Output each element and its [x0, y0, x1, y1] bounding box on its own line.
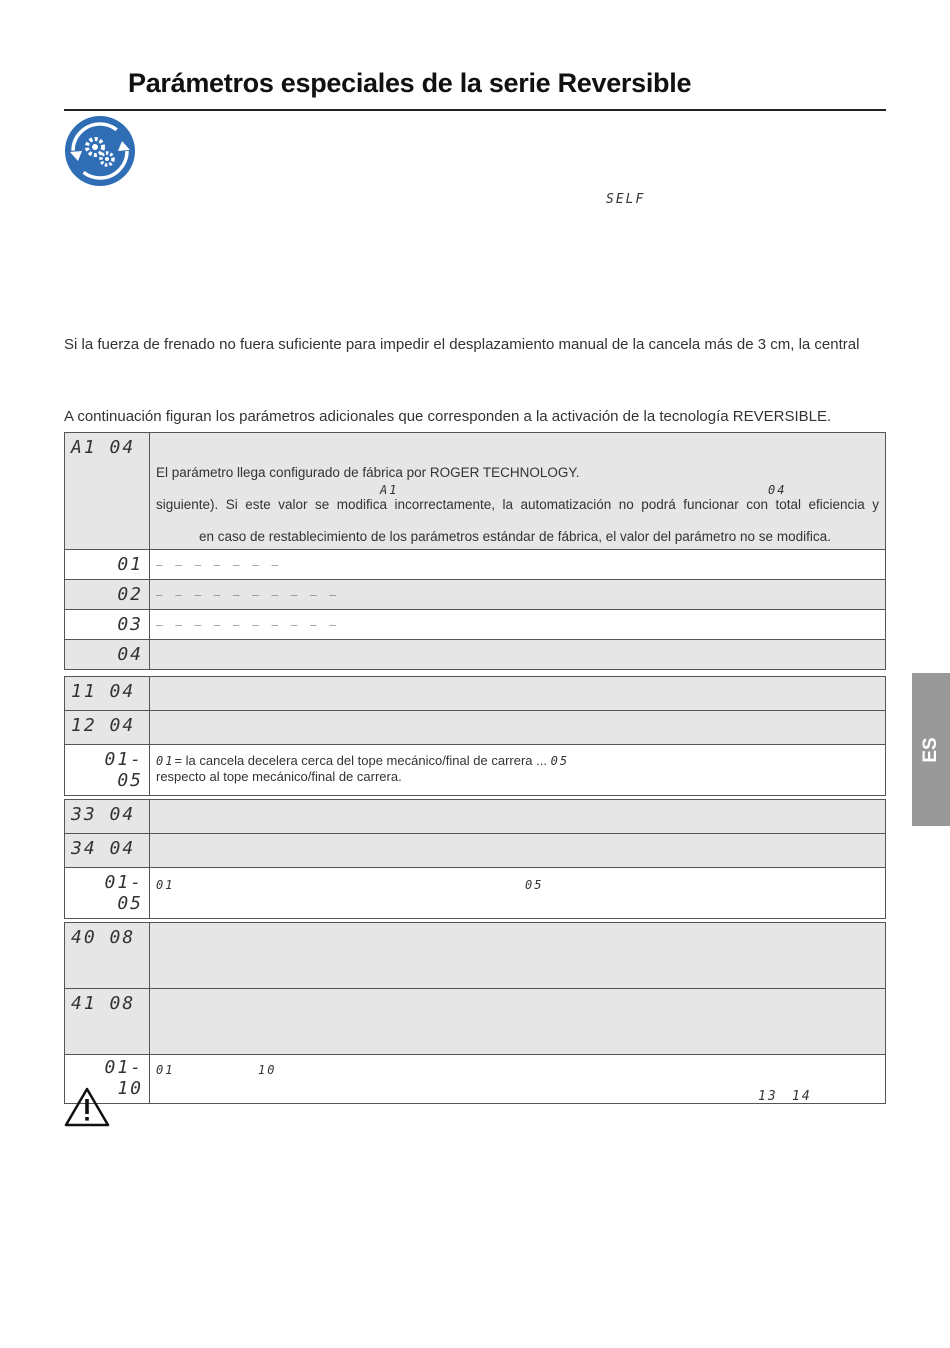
value-code: 01 — [117, 554, 143, 575]
title-divider — [64, 109, 886, 111]
value-placeholder: _ _ _ _ _ _ _ _ _ _ — [156, 613, 339, 626]
param-desc-cell — [150, 433, 886, 550]
page-title: Parámetros especiales de la serie Reversible — [128, 68, 692, 98]
range-val-start: 01 — [156, 1063, 175, 1077]
table-row — [65, 677, 886, 711]
desc-line-3: en caso de restablecimiento de los parámetros estándar de fábrica, el valor del parámetro no se modifica. — [199, 529, 831, 544]
table-row — [65, 580, 886, 610]
range-desc-line-2: respecto al tope mecánico/final de carrera. — [156, 769, 402, 785]
param-table-40 — [64, 922, 886, 1104]
desc-code-a: A1 — [380, 483, 399, 497]
param-code-33: 33 04 — [71, 804, 136, 825]
desc-code-b: 04 — [768, 483, 787, 497]
table-row — [65, 923, 886, 989]
warning-code-b: 14 — [792, 1089, 812, 1104]
param-code-12: 12 04 — [71, 715, 136, 736]
param-code-41: 41 08 — [71, 993, 136, 1014]
gears-refresh-icon — [64, 115, 136, 187]
param-code-a1: A1 04 — [71, 437, 136, 458]
table-row — [65, 550, 886, 580]
value-placeholder: _ _ _ _ _ _ _ _ _ _ — [156, 583, 339, 596]
desc-line-2: siguiente). Si este valor se modifica incorrectamente, la automatización no podrá funcionar con total eficiencia y — [156, 497, 879, 512]
value-placeholder — [150, 643, 156, 656]
param-desc — [150, 433, 885, 549]
param-table-33 — [64, 799, 886, 919]
param-code-34: 34 04 — [71, 838, 136, 859]
param-table-a1 — [64, 432, 886, 670]
value-placeholder: _ _ _ _ _ _ _ — [156, 553, 282, 566]
self-code: SELF — [606, 192, 646, 207]
range-desc — [150, 745, 885, 790]
table-row — [65, 800, 886, 834]
param-code-40: 40 08 — [71, 927, 136, 948]
range-code-end: 05 — [550, 754, 570, 768]
language-tab-label: ES — [920, 736, 941, 763]
paragraph-intro: A continuación figuran los parámetros adicionales que corresponden a la activación de la tecnología REVERSIBLE. — [64, 408, 832, 425]
range-val-end: 05 — [525, 878, 544, 892]
warning-triangle-icon — [64, 1087, 110, 1127]
table-row — [65, 640, 886, 670]
table-row — [65, 711, 886, 745]
range-code: 01- 05 — [104, 749, 143, 791]
range-code: 01- 10 — [104, 1057, 143, 1099]
table-row — [65, 834, 886, 868]
table-row — [65, 610, 886, 640]
range-code: 01- 05 — [104, 872, 143, 914]
param-code-11: 11 04 — [71, 681, 136, 702]
range-code-start: 01 — [156, 754, 175, 768]
warning-code-a: 13 — [758, 1089, 778, 1104]
range-val-end: 10 — [258, 1063, 277, 1077]
value-code: 04 — [117, 644, 143, 665]
param-table-11 — [64, 676, 886, 796]
table-row — [65, 745, 886, 796]
desc-line-1: El parámetro llega configurado de fábrica por ROGER TECHNOLOGY. — [156, 465, 580, 480]
paragraph-brake: Si la fuerza de frenado no fuera suficiente para impedir el desplazamiento manual de la cancela más de 3 cm, la central — [64, 336, 860, 353]
range-val-start: 01 — [156, 878, 175, 892]
table-row — [65, 868, 886, 919]
param-code-cell — [65, 433, 150, 550]
range-desc-line-1: = la cancela decelera cerca del tope mecánico/final de carrera ... — [174, 753, 547, 768]
table-row — [65, 989, 886, 1055]
language-tab — [912, 673, 950, 826]
value-code: 02 — [117, 584, 143, 605]
value-code: 03 — [117, 614, 143, 635]
